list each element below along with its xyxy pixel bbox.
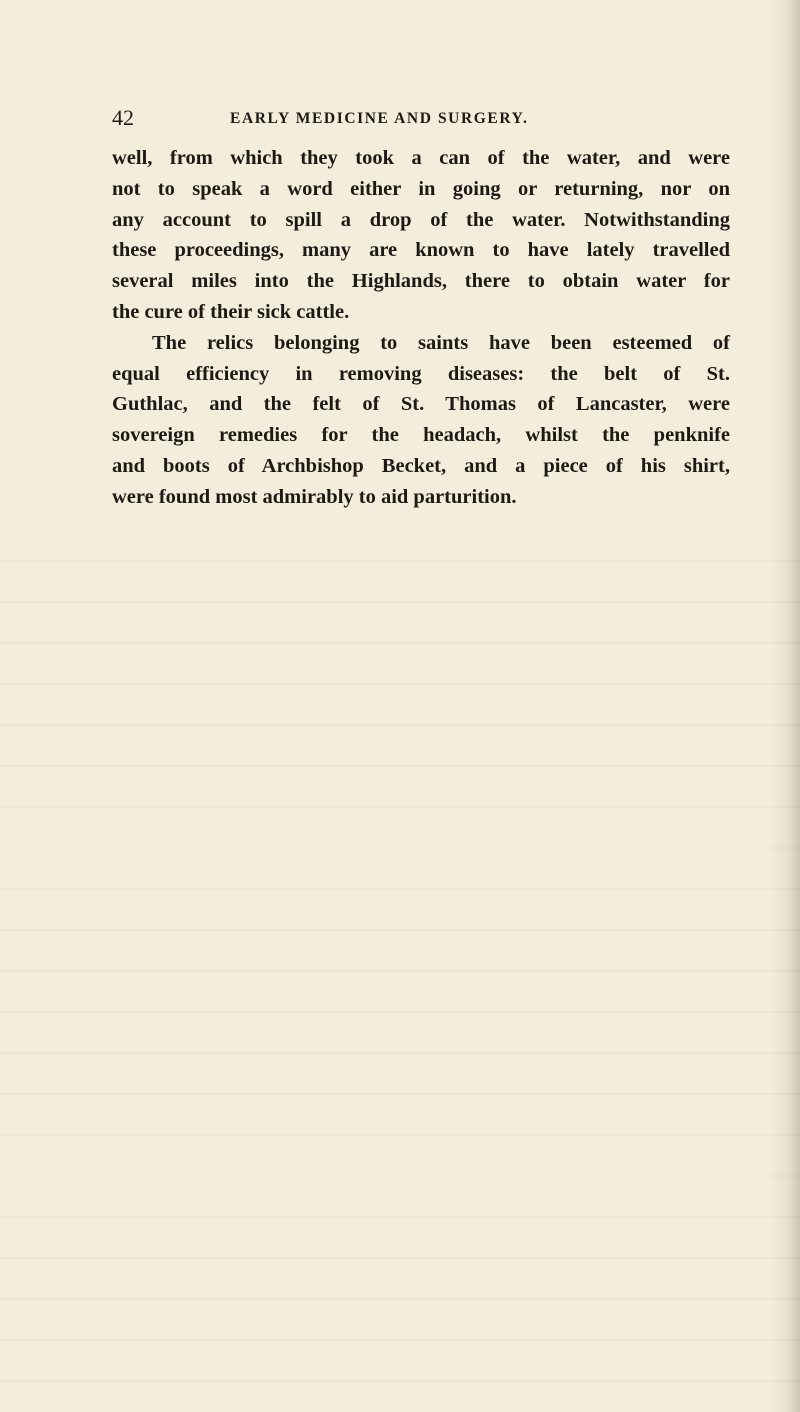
text-line: these proceedings, many are known to have lately travelled: [112, 239, 730, 262]
text-line: Guthlac, and the felt of St. Thomas of Lancaster, were: [112, 393, 730, 416]
running-head: EARLY MEDICINE AND SURGERY.: [230, 110, 529, 127]
page-header: [112, 104, 732, 134]
text-line: not to speak a word either in going or returning, nor on: [112, 177, 730, 200]
text-line: several miles into the Highlands, there to obtain water for: [112, 270, 730, 293]
show-through-texture: [0, 560, 800, 1412]
text-line: and boots of Archbishop Becket, and a piece of his shirt,: [112, 454, 730, 477]
paragraph-2: [112, 328, 730, 513]
text-line: The relics belonging to saints have been esteemed of: [152, 331, 730, 354]
text-line: equal efficiency in removing diseases: the belt of St.: [112, 362, 730, 385]
text-line: any account to spill a drop of the water. Notwithstanding: [112, 208, 730, 231]
text-line: the cure of their sick cattle.: [112, 300, 350, 323]
text-line: well, from which they took a can of the water, and were: [112, 147, 730, 169]
page-number: 42: [112, 105, 134, 130]
paragraph-1: [112, 143, 730, 328]
text-line: were found most admirably to aid parturition.: [112, 485, 517, 508]
body-text: [112, 143, 730, 513]
text-line: sovereign remedies for the headach, whilst the penknife: [112, 424, 730, 447]
